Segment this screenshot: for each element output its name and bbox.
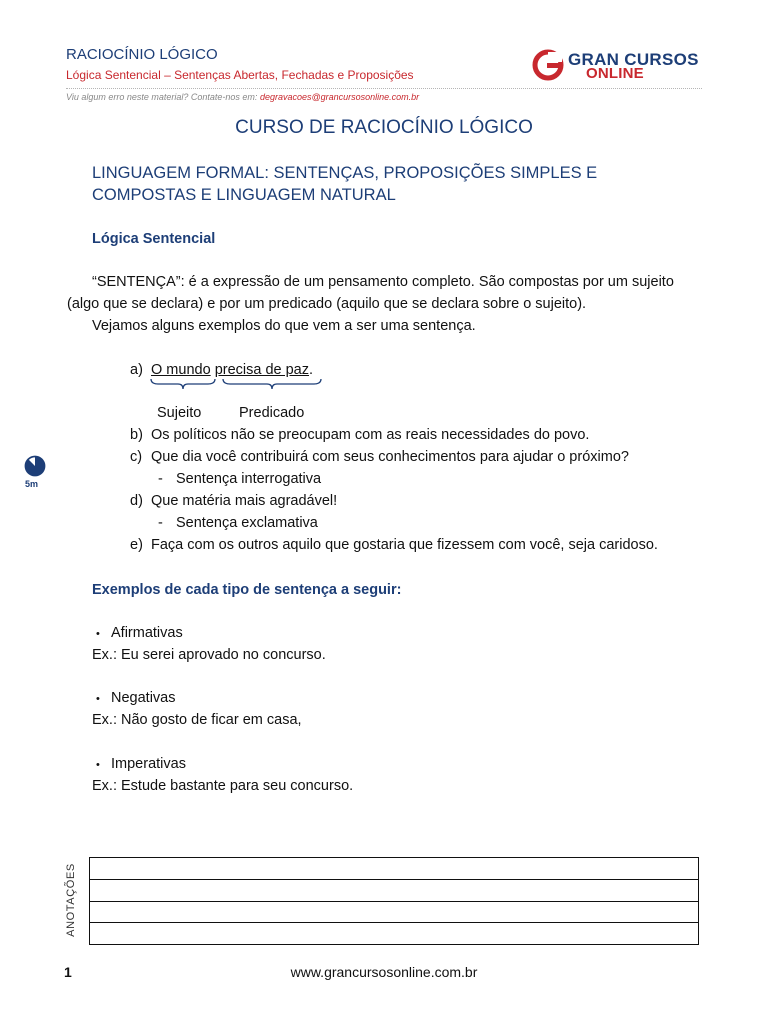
logo-text-top: GRAN CURSOS: [568, 50, 699, 69]
type-example-imperativas: Ex.: Estude bastante para seu concurso.: [92, 778, 354, 794]
example-e-text: Faça com os outros aquilo que gostaria que fizessem com você, seja caridoso.: [151, 537, 658, 553]
example-a-sentence: [151, 362, 313, 378]
predicate-brace-icon: [222, 378, 322, 390]
logo-text-bottom: ONLINE: [586, 65, 644, 82]
example-d-note: Sentença exclamativa: [176, 515, 318, 531]
main-title: CURSO DE RACIOCÍNIO LÓGICO: [235, 117, 533, 138]
gran-cursos-logo: [532, 49, 702, 83]
header-course-title: RACIOCÍNIO LÓGICO: [66, 46, 218, 63]
timer-label: 5m: [25, 479, 39, 489]
example-a-predicate: precisa de paz: [214, 362, 309, 378]
example-d-text: Que matéria mais agradável!: [151, 493, 338, 509]
type-name-afirmativas: Afirmativas: [111, 625, 183, 641]
example-d-label: d): [130, 493, 143, 509]
example-c-note: Sentença interrogativa: [176, 471, 322, 487]
example-b-label: b): [130, 427, 143, 443]
annotations-label-wrap: [58, 856, 84, 944]
intro-line-2: (algo que se declara) e por um predicado (aquilo que se declara sobre o sujeito).: [67, 296, 587, 312]
example-c-text: Que dia você contribuirá com seus conhecimentos para ajudar o próximo?: [151, 449, 629, 465]
annotations-label: ANOTAÇÕES: [65, 863, 77, 937]
page-number: 1: [64, 964, 72, 980]
annotation-line: [90, 922, 698, 923]
header-contact: [66, 92, 419, 102]
type-name-negativas: Negativas: [111, 690, 176, 706]
intro-line-3: Vejamos alguns exemplos do que vem a ser uma sentença.: [92, 318, 476, 334]
logo-g-icon: [532, 49, 564, 81]
example-a-label: a): [130, 362, 143, 378]
bullet-icon: •: [96, 628, 100, 640]
footer-url-link[interactable]: www.grancursosonline.com.br: [290, 964, 478, 980]
bullet-icon: •: [96, 759, 100, 771]
contact-email-link[interactable]: degravacoes@grancursosonline.com.br: [259, 92, 420, 102]
dash-c: -: [158, 471, 163, 487]
dash-d: -: [158, 515, 163, 531]
header-subtitle: Lógica Sentencial – Sentenças Abertas, Fechadas e Proposições: [66, 68, 414, 82]
example-c-label: c): [130, 449, 143, 465]
bullet-icon: •: [96, 693, 100, 705]
example-e-label: e): [130, 537, 143, 553]
example-a-subject: O mundo: [151, 362, 211, 378]
annotation-line: [90, 901, 698, 902]
subject-label: Sujeito: [157, 405, 202, 421]
example-a-period: .: [309, 362, 314, 378]
type-name-imperativas: Imperativas: [111, 756, 186, 772]
section-title: LINGUAGEM FORMAL: SENTENÇAS, PROPOSIÇÕES SIMPLES E COMPOSTAS E LINGUAGEM NATURAL: [92, 164, 598, 204]
subsection-title-logica: Lógica Sentencial: [92, 231, 216, 247]
subject-brace-icon: [150, 378, 216, 390]
example-b-text: Os políticos não se preocupam com as reais necessidades do povo.: [151, 427, 590, 443]
contact-prefix: Viu algum erro neste material? Contate-nos em:: [66, 92, 260, 102]
subsection-title-examples: Exemplos de cada tipo de sentença a seguir:: [92, 582, 402, 598]
annotation-line: [90, 879, 698, 880]
annotations-box[interactable]: [89, 857, 699, 945]
header-divider: [66, 88, 702, 89]
predicate-label: Predicado: [239, 405, 305, 421]
type-example-afirmativas: Ex.: Eu serei aprovado no concurso.: [92, 647, 326, 663]
type-example-negativas: Ex.: Não gosto de ficar em casa,: [92, 712, 302, 728]
timer-icon: [24, 455, 46, 477]
intro-line-1: “SENTENÇA”: é a expressão de um pensamento completo. São compostas por um sujeito: [92, 274, 674, 290]
